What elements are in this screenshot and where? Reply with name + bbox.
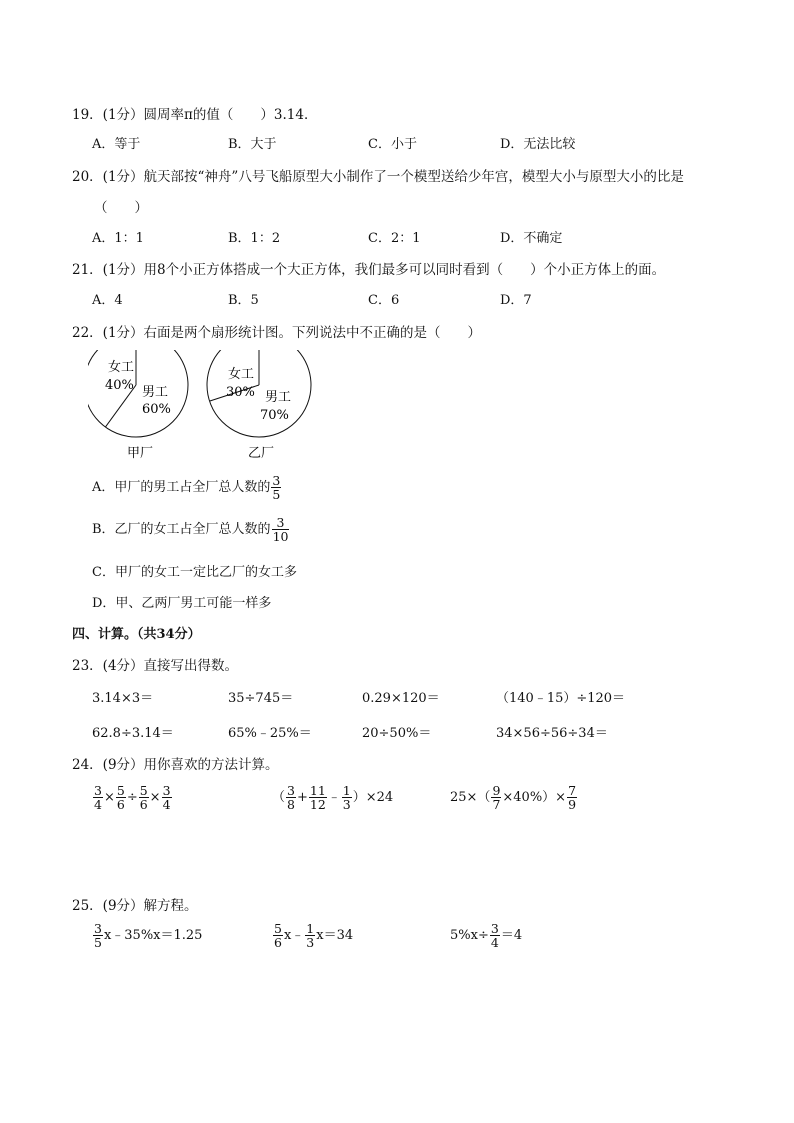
section-heading: 四、计算。（共34分） <box>72 627 201 642</box>
pie-jia-title: 甲厂 <box>127 446 154 461</box>
q21-text: 21．(1分）用8个小正方体搭成一个大正方体，我们最多可以同时看到（ ）个小正方体上的面。 <box>72 262 666 278</box>
fraction-denominator: 8 <box>287 797 295 813</box>
q22-option-a-text: A．甲厂的男工占全厂总人数的 <box>92 480 271 496</box>
q25-text: 25．(9分）解方程。 <box>72 898 198 914</box>
q22-option-a <box>92 474 282 501</box>
pie-yi-female-pct: 30% <box>226 385 255 400</box>
fraction <box>116 784 126 811</box>
q21-option-a: A．4 <box>92 293 123 308</box>
fraction-numerator: 11 <box>309 783 326 798</box>
q22-text: 22．(1分）右面是两个扇形统计图。下列说法中不正确的是（ ） <box>72 325 482 341</box>
q20-option-b: B．1：2 <box>228 231 281 246</box>
fraction <box>139 784 149 811</box>
q19-option-d: D．无法比较 <box>500 137 576 152</box>
q23-item: 35÷745＝ <box>228 691 294 706</box>
fraction <box>162 784 172 811</box>
equation-rest: x＝34 <box>316 928 354 944</box>
q19-option-c: C．小于 <box>368 137 417 152</box>
expression-prefix: 25×（ <box>450 790 491 806</box>
q19-text: 19．(1分）圆周率π的值（ ）3.14． <box>72 107 318 123</box>
q24-expression-1 <box>92 784 173 811</box>
pie-chart-jia <box>88 350 188 437</box>
fraction-denominator: 5 <box>94 935 102 951</box>
q23-item: 65%﹣25%＝ <box>228 726 312 741</box>
fraction-numerator: 3 <box>162 783 171 798</box>
q19-option-b: B．大于 <box>228 137 277 152</box>
q21-option-d: D．7 <box>500 293 532 308</box>
fraction <box>305 922 315 949</box>
fraction <box>490 922 500 949</box>
fraction-denominator: 3 <box>342 797 351 813</box>
equation-rest: ＝4 <box>500 928 523 944</box>
q25-equation-2 <box>272 922 353 949</box>
fraction <box>491 784 501 811</box>
pie-yi-female-label: 女工 <box>228 367 255 382</box>
q24-expression-2 <box>272 784 393 811</box>
pie-jia-male-label: 男工 <box>142 385 169 400</box>
q19-option-a: A．等于 <box>92 137 141 152</box>
fraction-denominator: 7 <box>492 797 501 813</box>
fraction <box>93 784 103 811</box>
fraction-denominator: 6 <box>116 797 125 813</box>
pie-jia-female-label: 女工 <box>108 360 135 375</box>
fraction-denominator: 5 <box>272 487 281 503</box>
q20-blank: （ ） <box>94 200 148 216</box>
fraction-denominator: 9 <box>568 797 577 813</box>
fraction-denominator: 4 <box>162 797 171 813</box>
fraction-numerator: 5 <box>116 783 125 798</box>
fraction-numerator: 7 <box>568 783 577 798</box>
fraction-numerator: 3 <box>272 516 290 530</box>
q23-item: 3.14×3＝ <box>92 691 154 706</box>
q25-equation-3 <box>450 922 522 949</box>
fraction-numerator: 5 <box>274 921 282 936</box>
q20-text: 20．(1分）航天部按“神舟”八号飞船原型大小制作了一个模型送给少年宫，模型大小与原型大小的比是 <box>72 169 684 185</box>
q23-text: 23．(4分）直接写出得数。 <box>72 658 239 674</box>
fraction-denominator: 4 <box>490 935 499 951</box>
fraction <box>567 784 577 811</box>
pie-chart-yi <box>207 350 311 437</box>
fraction-numerator: 3 <box>94 783 102 798</box>
q21-option-b: B．5 <box>228 293 259 308</box>
q25-equation-1 <box>92 922 202 949</box>
pie-yi-title: 乙厂 <box>248 446 275 461</box>
paren-close: ）×24 <box>352 790 394 806</box>
operator: + <box>296 790 308 806</box>
q20-option-a: A．1：1 <box>92 231 144 246</box>
pie-yi-male-label: 男工 <box>265 390 292 405</box>
q22-option-a-fraction <box>271 474 281 501</box>
equation-middle: x﹣ <box>283 928 305 944</box>
fraction <box>273 922 283 949</box>
fraction-denominator: 3 <box>306 935 315 951</box>
fraction-denominator: 12 <box>309 797 326 813</box>
operator: × <box>103 790 115 806</box>
pie-yi-male-pct: 70% <box>260 408 289 423</box>
q20-option-c: C．2：1 <box>368 231 421 246</box>
q23-item: 0.29×120＝ <box>362 691 440 706</box>
q22-option-b-fraction <box>272 516 290 543</box>
q20-option-d: D．不确定 <box>500 231 563 246</box>
q22-option-c: C．甲厂的女工一定比乙厂的女工多 <box>92 565 297 580</box>
q23-item: 34×56÷56÷34＝ <box>496 726 608 741</box>
pie-jia-female-pct: 40% <box>105 378 134 393</box>
fraction-numerator: 1 <box>342 783 351 798</box>
operator: ﹣ <box>327 790 341 806</box>
fraction-numerator: 3 <box>490 921 499 936</box>
operator: ÷ <box>126 790 138 806</box>
fraction-numerator: 3 <box>94 921 102 936</box>
paren-open: （ <box>272 790 286 806</box>
q23-item: 62.8÷3.14＝ <box>92 726 174 741</box>
q23-item: 20÷50%＝ <box>362 726 432 741</box>
fraction <box>93 922 103 949</box>
fraction-denominator: 4 <box>94 797 102 813</box>
expression-middle: ×40%）× <box>502 790 567 806</box>
equation-prefix: 5%x÷ <box>450 928 489 944</box>
fraction-denominator: 6 <box>139 797 148 813</box>
fraction-numerator: 1 <box>306 921 315 936</box>
fraction-denominator: 6 <box>274 935 282 951</box>
q23-item: （140﹣15）÷120＝ <box>496 691 626 706</box>
fraction-denominator: 10 <box>272 529 289 545</box>
q22-option-b <box>92 516 290 543</box>
fraction-numerator: 9 <box>492 783 501 798</box>
fraction <box>286 784 296 811</box>
pie-charts <box>88 350 328 462</box>
fraction <box>309 784 327 811</box>
pie-jia-circle <box>88 350 188 437</box>
fraction <box>342 784 352 811</box>
q24-expression-3 <box>450 784 578 811</box>
fraction-numerator: 3 <box>272 473 281 488</box>
operator: × <box>149 790 161 806</box>
q22-option-d: D．甲、乙两厂男工可能一样多 <box>92 596 272 611</box>
q24-text: 24．(9分）用你喜欢的方法计算。 <box>72 757 279 773</box>
q22-option-b-text: B．乙厂的女工占全厂总人数的 <box>92 522 271 538</box>
equation-rest: x﹣35%x＝1.25 <box>103 928 203 944</box>
fraction-numerator: 5 <box>139 783 148 798</box>
fraction-numerator: 3 <box>287 783 295 798</box>
pie-jia-male-pct: 60% <box>142 402 171 417</box>
q21-option-c: C．6 <box>368 293 400 308</box>
